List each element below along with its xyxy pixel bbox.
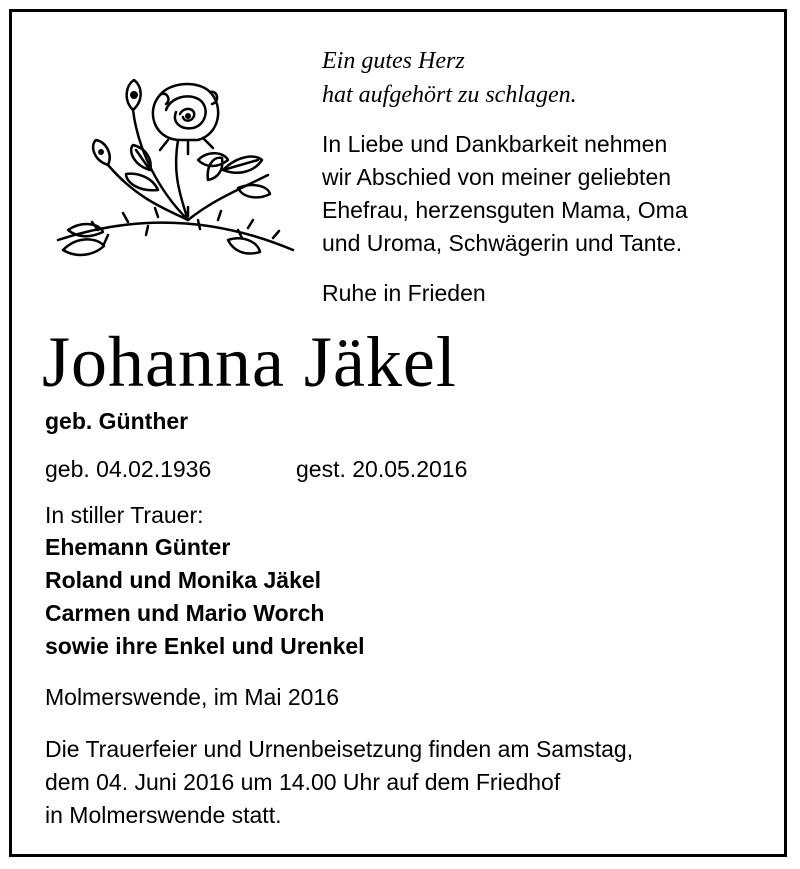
rest-in-peace: Ruhe in Frieden [322,280,486,306]
mourner-4: sowie ihre Enkel und Urenkel [45,633,365,659]
intro-line-3: Ehefrau, herzensguten Mama, Oma [322,197,688,223]
deceased-name: Johanna Jäkel [42,322,457,402]
mourners-heading: In stiller Trauer: [45,502,204,528]
death-date: gest. 20.05.2016 [296,456,468,482]
birth-date: geb. 04.02.1936 [45,456,212,482]
mourner-2: Roland und Monika Jäkel [45,567,322,593]
motto-line-2: hat aufgehört zu schlagen. [322,82,577,108]
intro-line-2: wir Abschied von meiner geliebten [322,164,672,190]
place-date: Molmerswende, im Mai 2016 [45,684,340,710]
funeral-line-1: Die Trauerfeier und Urnenbeisetzung finden am Samstag, [45,736,634,762]
funeral-line-2: dem 04. Juni 2016 um 14.00 Uhr auf dem Friedhof [45,769,561,795]
mourner-1: Ehemann Günter [45,534,231,560]
motto-line-1: Ein gutes Herz [322,48,465,74]
maiden-name: geb. Günther [45,408,189,434]
mourner-3: Carmen und Mario Worch [45,600,325,626]
funeral-line-3: in Molmerswende statt. [45,802,282,828]
rose-icon [38,70,302,270]
intro-line-1: In Liebe und Dankbarkeit nehmen [322,131,668,157]
intro-line-4: und Uroma, Schwägerin und Tante. [322,230,683,256]
